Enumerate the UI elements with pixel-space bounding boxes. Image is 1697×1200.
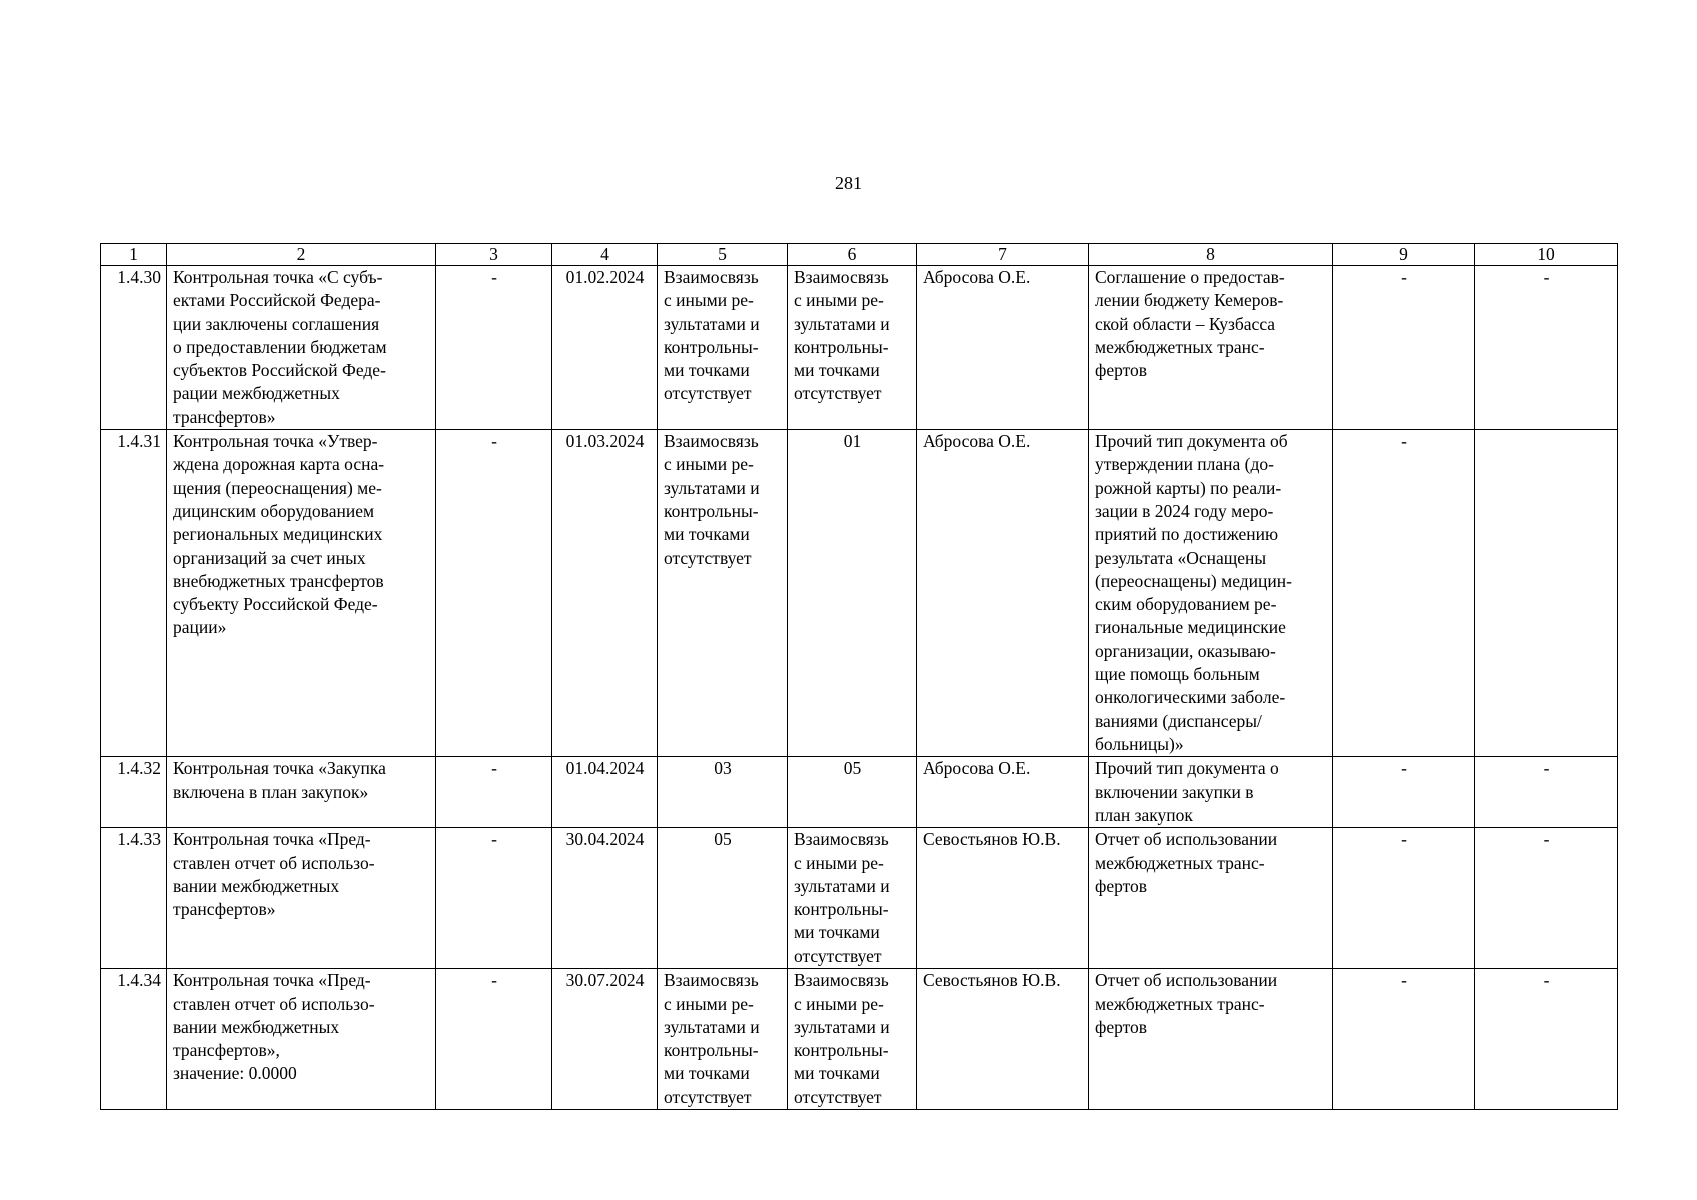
table-row	[101, 266, 1618, 430]
document-type-text: Соглашение о предостав- лении бюджету Кемеров- ской области – Кузбасса межбюджетных транс- фертов	[1095, 267, 1285, 381]
column-number: 7	[917, 244, 1089, 266]
col5-value	[658, 266, 788, 430]
row-id: 1.4.31	[101, 430, 167, 757]
document-type-text: Отчет об использовании межбюджетных транс- фертов	[1095, 829, 1278, 896]
responsible-person: Абросова О.Е.	[917, 430, 1089, 757]
col10-value: -	[1475, 757, 1618, 828]
control-point-name-text: Контрольная точка «Пред- ставлен отчет об использо- вании межбюджетных трансфертов»	[173, 829, 375, 920]
col6-text: 01	[843, 431, 862, 452]
col10-value	[1475, 430, 1618, 757]
document-type-text: Прочий тип документа о включении закупки в план закупок	[1095, 758, 1279, 825]
col5-value	[658, 969, 788, 1110]
row-id: 1.4.33	[101, 828, 167, 969]
col6-value	[788, 828, 917, 969]
control-point-name	[167, 266, 436, 430]
col6-value	[788, 430, 917, 757]
row-id: 1.4.30	[101, 266, 167, 430]
control-point-name	[167, 828, 436, 969]
col3-value: -	[436, 757, 552, 828]
col5-text: 03	[714, 758, 732, 779]
col6-value	[788, 969, 917, 1110]
date: 01.02.2024	[552, 266, 658, 430]
responsible-person: Абросова О.Е.	[917, 757, 1089, 828]
document-type	[1089, 430, 1333, 757]
control-point-name-text: Контрольная точка «Пред- ставлен отчет об использо- вании межбюджетных трансфертов», значение: 0.0000	[173, 970, 375, 1084]
responsible-person: Севостьянов Ю.В.	[917, 828, 1089, 969]
col3-value: -	[436, 969, 552, 1110]
col10-value: -	[1475, 828, 1618, 969]
document-type-text: Прочий тип документа об утверждении плана (до- рожной карты) по реали- зации в 2024 году меро- приятий по достижению результата «Оснащены (переоснащены) медицин- ским оборудованием ре- гиональные медицинские организации, оказываю- щие помощь больным онкологическими заболе- ваниями (диспансеры/ больницы)»	[1095, 431, 1292, 754]
date: 30.07.2024	[552, 969, 658, 1110]
column-number: 8	[1089, 244, 1333, 266]
row-id: 1.4.34	[101, 969, 167, 1110]
col6-text: Взаимосвязь с иными ре- зультатами и контрольны- ми точками отсутствует	[794, 829, 890, 966]
col5-text: 05	[714, 829, 732, 850]
responsible-person: Севостьянов Ю.В.	[917, 969, 1089, 1110]
col6-text: Взаимосвязь с иными ре- зультатами и контрольны- ми точками отсутствует	[794, 970, 890, 1107]
date: 30.04.2024	[552, 828, 658, 969]
col6-text: Взаимосвязь с иными ре- зультатами и контрольны- ми точками отсутствует	[794, 267, 890, 404]
control-point-name-text: Контрольная точка «Утвер- ждена дорожная карта осна- щения (переоснащения) ме- дицинским оборудованием региональных медицинских организаций за счет иных внебюджетных трансфертов субъекту Российской Феде- рации»	[173, 431, 385, 638]
col9-value: -	[1333, 969, 1475, 1110]
col5-text: Взаимосвязь с иными ре- зультатами и контрольны- ми точками отсутствует	[664, 267, 760, 404]
column-number-header-row	[101, 244, 1618, 266]
control-point-name	[167, 969, 436, 1110]
col5-value	[658, 757, 788, 828]
date: 01.03.2024	[552, 430, 658, 757]
date: 01.04.2024	[552, 757, 658, 828]
col9-value: -	[1333, 828, 1475, 969]
col9-value: -	[1333, 757, 1475, 828]
table-row	[101, 828, 1618, 969]
control-point-name-text: Контрольная точка «Закупка включена в план закупок»	[173, 758, 386, 802]
col5-text: Взаимосвязь с иными ре- зультатами и контрольны- ми точками отсутствует	[664, 431, 760, 568]
col3-value: -	[436, 430, 552, 757]
control-point-name-text: Контрольная точка «С субъ- ектами Российской Федера- ции заключены соглашения о предоставлении бюджетам субъектов Российской Феде- рации межбюджетных трансфертов»	[173, 267, 387, 427]
column-number: 6	[788, 244, 917, 266]
document-type-text: Отчет об использовании межбюджетных транс- фертов	[1095, 970, 1278, 1037]
column-number: 9	[1333, 244, 1475, 266]
col3-value: -	[436, 266, 552, 430]
col6-value	[788, 266, 917, 430]
col5-value	[658, 430, 788, 757]
document-type	[1089, 828, 1333, 969]
col10-value: -	[1475, 266, 1618, 430]
control-point-name	[167, 430, 436, 757]
column-number: 2	[167, 244, 436, 266]
column-number: 4	[552, 244, 658, 266]
col3-value: -	[436, 828, 552, 969]
responsible-person: Абросова О.Е.	[917, 266, 1089, 430]
col9-value: -	[1333, 266, 1475, 430]
column-number: 3	[436, 244, 552, 266]
col5-value	[658, 828, 788, 969]
column-number: 1	[101, 244, 167, 266]
column-number: 5	[658, 244, 788, 266]
control-points-table	[100, 243, 1618, 1110]
col6-value	[788, 757, 917, 828]
col5-text: Взаимосвязь с иными ре- зультатами и контрольны- ми точками отсутствует	[664, 970, 760, 1107]
col6-text: 05	[843, 758, 862, 779]
table-row	[101, 430, 1618, 757]
col9-value: -	[1333, 430, 1475, 757]
document-type	[1089, 266, 1333, 430]
column-number: 10	[1475, 244, 1618, 266]
row-id: 1.4.32	[101, 757, 167, 828]
col10-value: -	[1475, 969, 1618, 1110]
table-row	[101, 969, 1618, 1110]
document-type	[1089, 969, 1333, 1110]
control-point-name	[167, 757, 436, 828]
table-row	[101, 757, 1618, 828]
page-number: 281	[835, 173, 862, 193]
document-type	[1089, 757, 1333, 828]
